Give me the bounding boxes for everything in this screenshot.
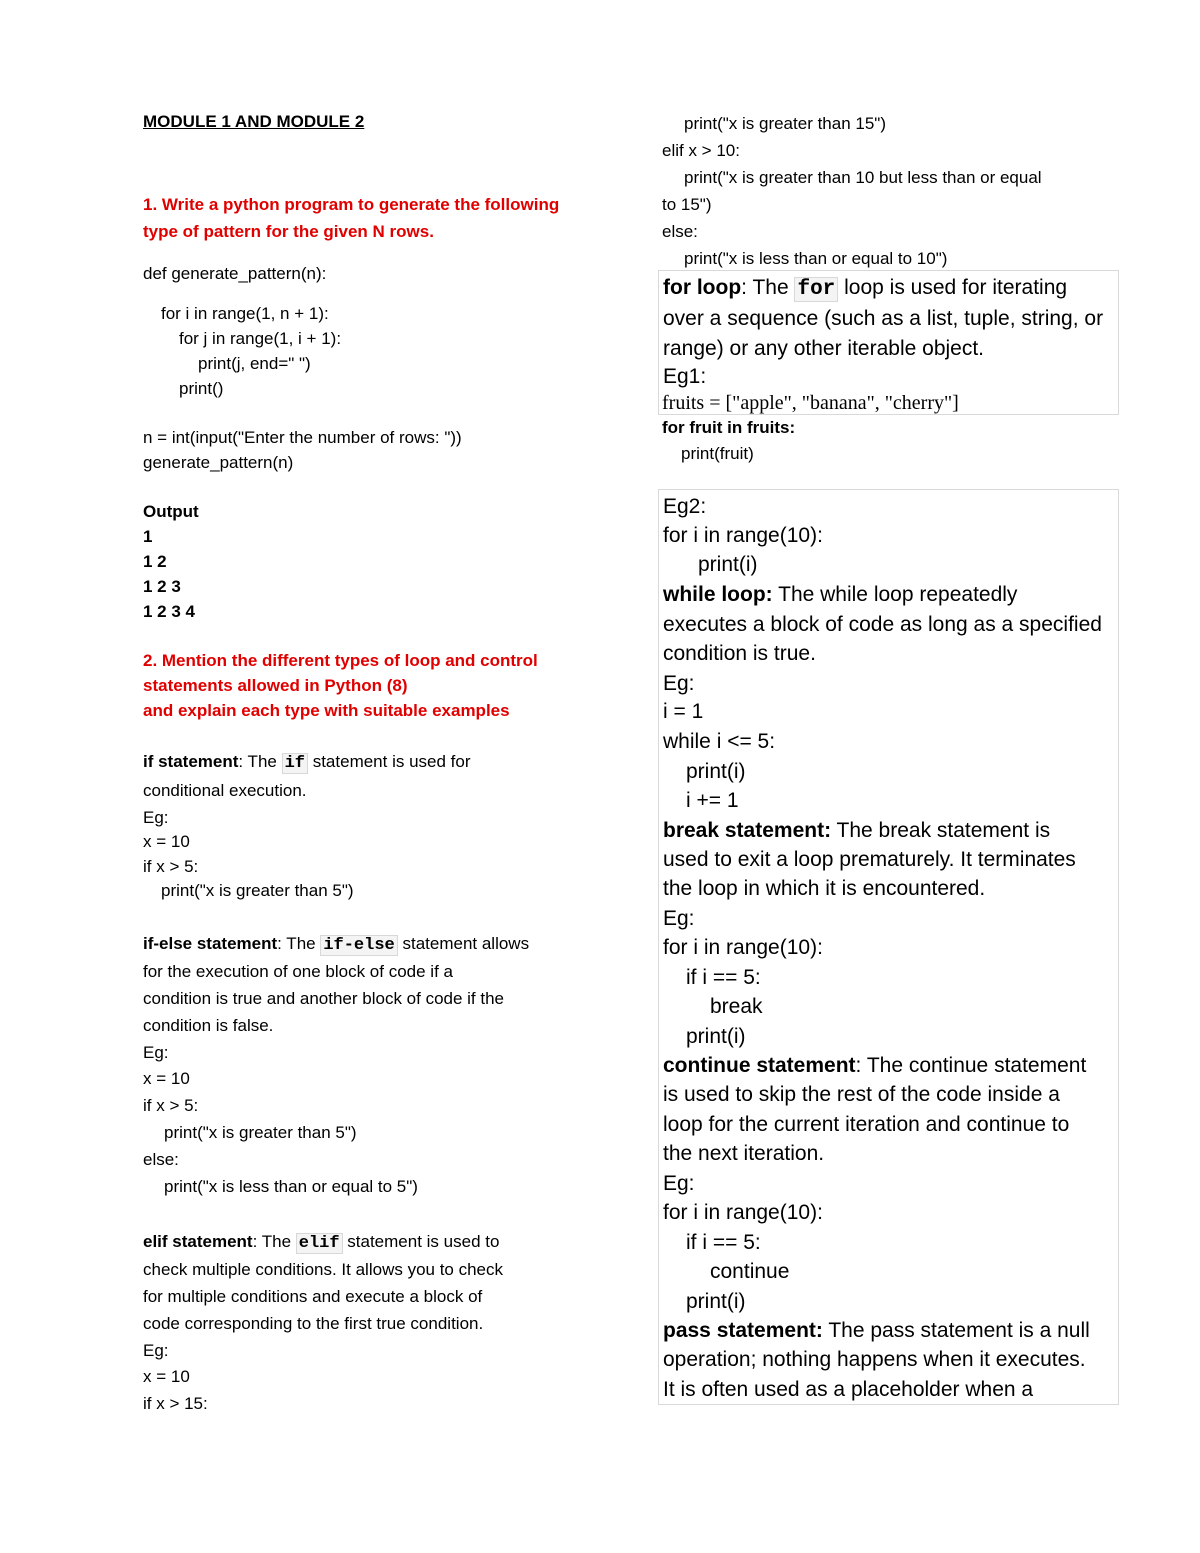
code-line: print("x is less than or equal to 5") bbox=[164, 1177, 418, 1196]
eg-label: Eg: bbox=[143, 1043, 169, 1062]
code-line: to 15") bbox=[662, 195, 712, 214]
code-line: print("x is greater than 10 but less than or equal bbox=[684, 168, 1042, 187]
code-line: print(i) bbox=[698, 553, 758, 576]
code-line: for i in range(10): bbox=[663, 936, 823, 959]
continue-statement-heading: continue statement: The continue statement bbox=[663, 1054, 1087, 1077]
keyword: if-else bbox=[320, 935, 397, 956]
code-line: elif x > 10: bbox=[662, 141, 740, 160]
keyword: elif bbox=[296, 1233, 343, 1254]
text-line: operation; nothing happens when it executes. bbox=[663, 1348, 1086, 1371]
eg-label: Eg1: bbox=[663, 365, 707, 388]
code-line: x = 10 bbox=[143, 1367, 190, 1386]
code-line: n = int(input("Enter the number of rows: ")) bbox=[143, 428, 462, 447]
output-label: Output bbox=[143, 502, 199, 521]
code-line: i += 1 bbox=[686, 789, 739, 812]
code-line: print(i) bbox=[686, 1290, 746, 1313]
question-2-line-3: and explain each type with suitable examples bbox=[143, 701, 510, 720]
text-line: for multiple conditions and execute a block of bbox=[143, 1287, 483, 1306]
code-line: def generate_pattern(n): bbox=[143, 264, 327, 283]
code-line: i = 1 bbox=[663, 700, 704, 723]
output-line: 1 2 3 bbox=[143, 577, 181, 596]
eg-label: Eg: bbox=[143, 808, 169, 827]
eg-label: Eg2: bbox=[663, 495, 707, 518]
code-line: print(i) bbox=[686, 1025, 746, 1048]
output-line: 1 2 3 4 bbox=[143, 602, 195, 621]
code-line: x = 10 bbox=[143, 1069, 190, 1088]
text-line: It is often used as a placeholder when a bbox=[663, 1378, 1034, 1401]
question-1-line-2: type of pattern for the given N rows. bbox=[143, 222, 434, 241]
question-2-line-2: statements allowed in Python (8) bbox=[143, 676, 408, 695]
code-line: if x > 15: bbox=[143, 1394, 208, 1413]
text-line: condition is true and another block of code if the bbox=[143, 989, 505, 1008]
code-line: else: bbox=[662, 222, 698, 241]
text-line: condition is false. bbox=[143, 1016, 274, 1035]
text-line: executes a block of code as long as a specified bbox=[663, 613, 1102, 636]
eg-label: Eg: bbox=[663, 672, 695, 695]
pass-statement-heading: pass statement: The pass statement is a null bbox=[663, 1319, 1090, 1342]
term: for loop bbox=[663, 276, 742, 299]
term: while loop: bbox=[663, 583, 773, 606]
text-line: used to exit a loop prematurely. It terminates bbox=[663, 848, 1076, 871]
code-line: while i <= 5: bbox=[663, 730, 776, 753]
term: if statement bbox=[143, 752, 239, 771]
question-1-line-1: 1. Write a python program to generate the following bbox=[143, 195, 560, 214]
code-line: continue bbox=[710, 1260, 790, 1283]
code-line: print(j, end=" ") bbox=[198, 354, 311, 373]
code-line: print(i) bbox=[686, 760, 746, 783]
code-line: for i in range(1, n + 1): bbox=[161, 304, 329, 323]
if-statement-heading: if statement: The if statement is used for bbox=[143, 752, 471, 773]
code-line: print(fruit) bbox=[681, 444, 754, 463]
eg-label: Eg: bbox=[663, 1172, 695, 1195]
code-line: fruits = ["apple", "banana", "cherry"] bbox=[662, 392, 959, 414]
eg-label: Eg: bbox=[143, 1341, 169, 1360]
code-line: print("x is greater than 5") bbox=[161, 881, 354, 900]
term: pass statement: bbox=[663, 1319, 823, 1342]
break-statement-heading: break statement: The break statement is bbox=[663, 819, 1051, 842]
code-line: print("x is greater than 15") bbox=[684, 114, 886, 133]
code-line: else: bbox=[143, 1150, 179, 1169]
for-loop-heading: for loop: The for loop is used for iterating bbox=[663, 276, 1068, 301]
code-line: for j in range(1, i + 1): bbox=[179, 329, 342, 348]
term: elif statement bbox=[143, 1232, 253, 1251]
code-line: print("x is greater than 5") bbox=[164, 1123, 357, 1142]
text-line: is used to skip the rest of the code inside a bbox=[663, 1083, 1060, 1106]
code-line: if x > 5: bbox=[143, 1096, 199, 1115]
text-line: the loop in which it is encountered. bbox=[663, 877, 986, 900]
output-line: 1 bbox=[143, 527, 153, 546]
text-line: conditional execution. bbox=[143, 781, 307, 800]
code-line: x = 10 bbox=[143, 832, 190, 851]
text-line: condition is true. bbox=[663, 642, 816, 665]
if-else-statement-heading: if-else statement: The if-else statement allows bbox=[143, 934, 530, 955]
elif-statement-heading: elif statement: The elif statement is used to bbox=[143, 1232, 500, 1253]
output-line: 1 2 bbox=[143, 552, 167, 571]
question-2-line-1: 2. Mention the different types of loop and control bbox=[143, 651, 538, 670]
text-line: for the execution of one block of code if a bbox=[143, 962, 453, 981]
code-line: for i in range(10): bbox=[663, 524, 823, 547]
text-line: over a sequence (such as a list, tuple, string, or bbox=[663, 307, 1104, 330]
keyword: if bbox=[282, 753, 308, 774]
code-line: generate_pattern(n) bbox=[143, 453, 294, 472]
keyword: for bbox=[794, 277, 838, 302]
term: if-else statement bbox=[143, 934, 278, 953]
code-line: print("x is less than or equal to 10") bbox=[684, 249, 948, 268]
term: continue statement bbox=[663, 1054, 856, 1077]
code-line: for i in range(10): bbox=[663, 1201, 823, 1224]
eg-label: Eg: bbox=[663, 907, 695, 930]
term: break statement: bbox=[663, 819, 832, 842]
text-line: code corresponding to the first true condition. bbox=[143, 1314, 484, 1333]
page-title: MODULE 1 AND MODULE 2 bbox=[143, 112, 365, 131]
code-line: if x > 5: bbox=[143, 857, 199, 876]
code-line: for fruit in fruits: bbox=[662, 418, 796, 437]
while-loop-heading: while loop: The while loop repeatedly bbox=[663, 583, 1018, 606]
code-line: if i == 5: bbox=[686, 966, 761, 989]
code-line: if i == 5: bbox=[686, 1231, 761, 1254]
code-line: print() bbox=[179, 379, 224, 398]
text-line: check multiple conditions. It allows you to check bbox=[143, 1260, 504, 1279]
text-line: the next iteration. bbox=[663, 1142, 825, 1165]
code-line: break bbox=[710, 995, 763, 1018]
text-line: range) or any other iterable object. bbox=[663, 337, 985, 360]
text-line: loop for the current iteration and continue to bbox=[663, 1113, 1070, 1136]
